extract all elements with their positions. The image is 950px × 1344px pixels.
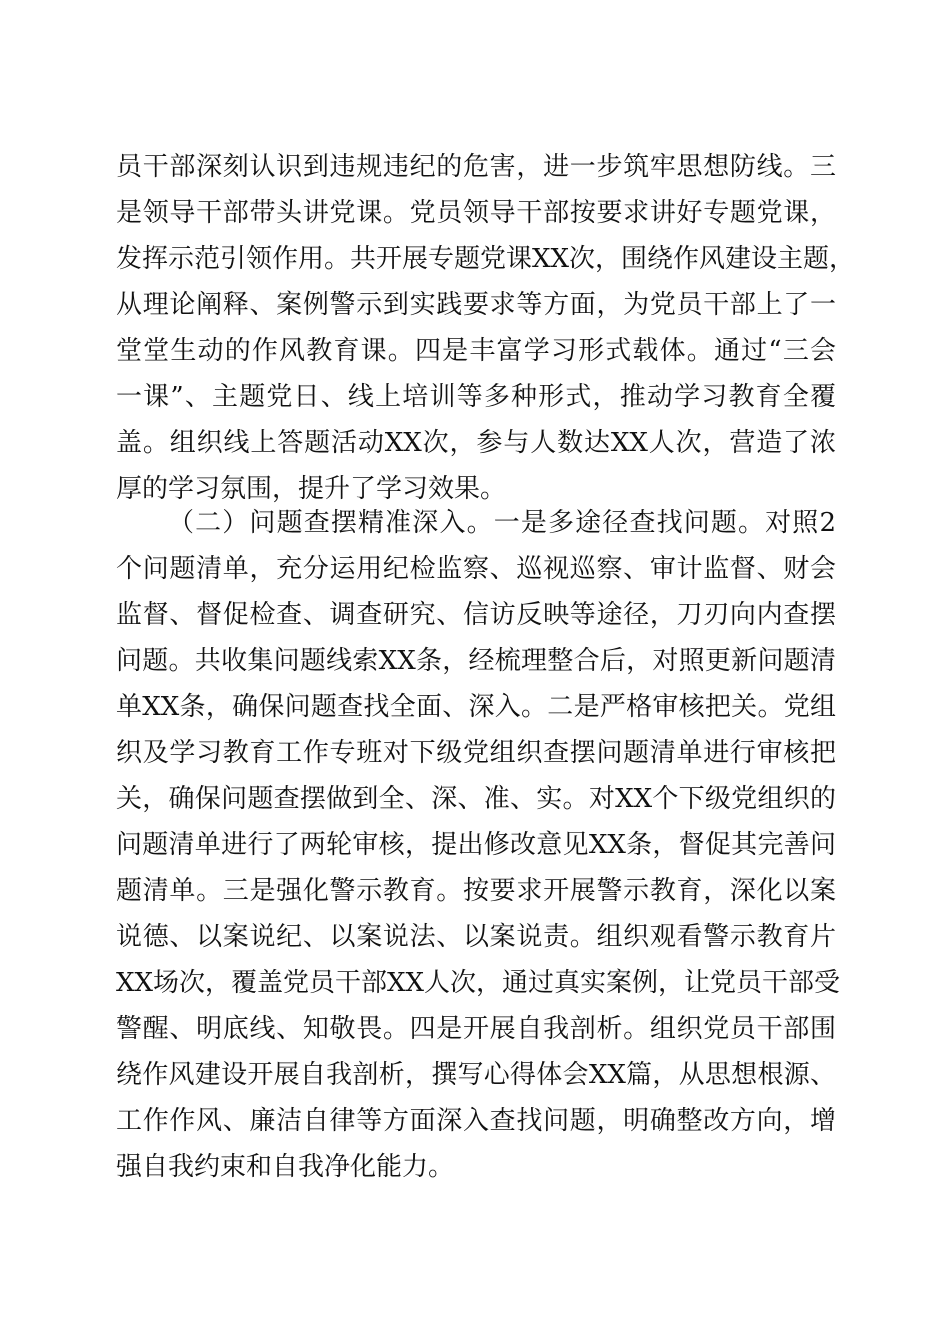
text-line: 员干部深刻认识到违规违纪的危害，进一步筑牢思想防线。三 [116,152,836,182]
text-line: 工作作风、廉洁自律等方面深入查找问题，明确整改方向，增 [116,1106,836,1136]
text-line-last: 强自我约束和自我净化能力。 [116,1152,455,1182]
text-line: 单XX条，确保问题查找全面、深入。二是严格审核把关。党组 [116,692,836,722]
text-line: 警醒、明底线、知敬畏。四是开展自我剖析。组织党员干部围 [116,1014,836,1044]
text-line: 是领导干部带头讲党课。党员领导干部按要求讲好专题党课， [116,198,836,228]
text-line: XX场次，覆盖党员干部XX人次，通过真实案例，让党员干部受 [116,968,841,998]
text-line: 说德、以案说纪、以案说法、以案说责。组织观看警示教育片 [116,922,836,952]
text-line: 织及学习教育工作专班对下级党组织查摆问题清单进行审核把 [116,738,836,768]
text-line: 问题清单进行了两轮审核，提出修改意见XX条，督促其完善问 [116,830,836,860]
text-line: 发挥示范引领作用。共开展专题党课XX次，围绕作风建设主题， [116,244,856,274]
text-line: 绕作风建设开展自我剖析，撰写心得体会XX篇，从思想根源、 [116,1060,836,1090]
text-line: 题清单。三是强化警示教育。按要求开展警示教育，深化以案 [116,876,836,906]
text-line: 问题。共收集问题线索XX条，经梳理整合后，对照更新问题清 [116,646,836,676]
text-line: 堂堂生动的作风教育课。四是丰富学习形式载体。通过“三会 [116,336,836,366]
text-line: 一课”、主题党日、线上培训等多种形式，推动学习教育全覆 [116,382,836,412]
text-line-last: 厚的学习氛围，提升了学习效果。 [116,474,507,504]
text-line: 监督、督促检查、调查研究、信访反映等途径，刀刃向内查摆 [116,600,836,630]
section-heading-line: （二）问题查摆精准深入。一是多途径查找问题。对照2 [168,508,836,538]
text-line: 关，确保问题查摆做到全、深、准、实。对XX个下级党组织的 [116,784,836,814]
text-line: 个问题清单，充分运用纪检监察、巡视巡察、审计监督、财会 [116,554,836,584]
text-line: 从理论阐释、案例警示到实践要求等方面，为党员干部上了一 [116,290,836,320]
text-line: 盖。组织线上答题活动XX次，参与人数达XX人次，营造了浓 [116,428,836,458]
